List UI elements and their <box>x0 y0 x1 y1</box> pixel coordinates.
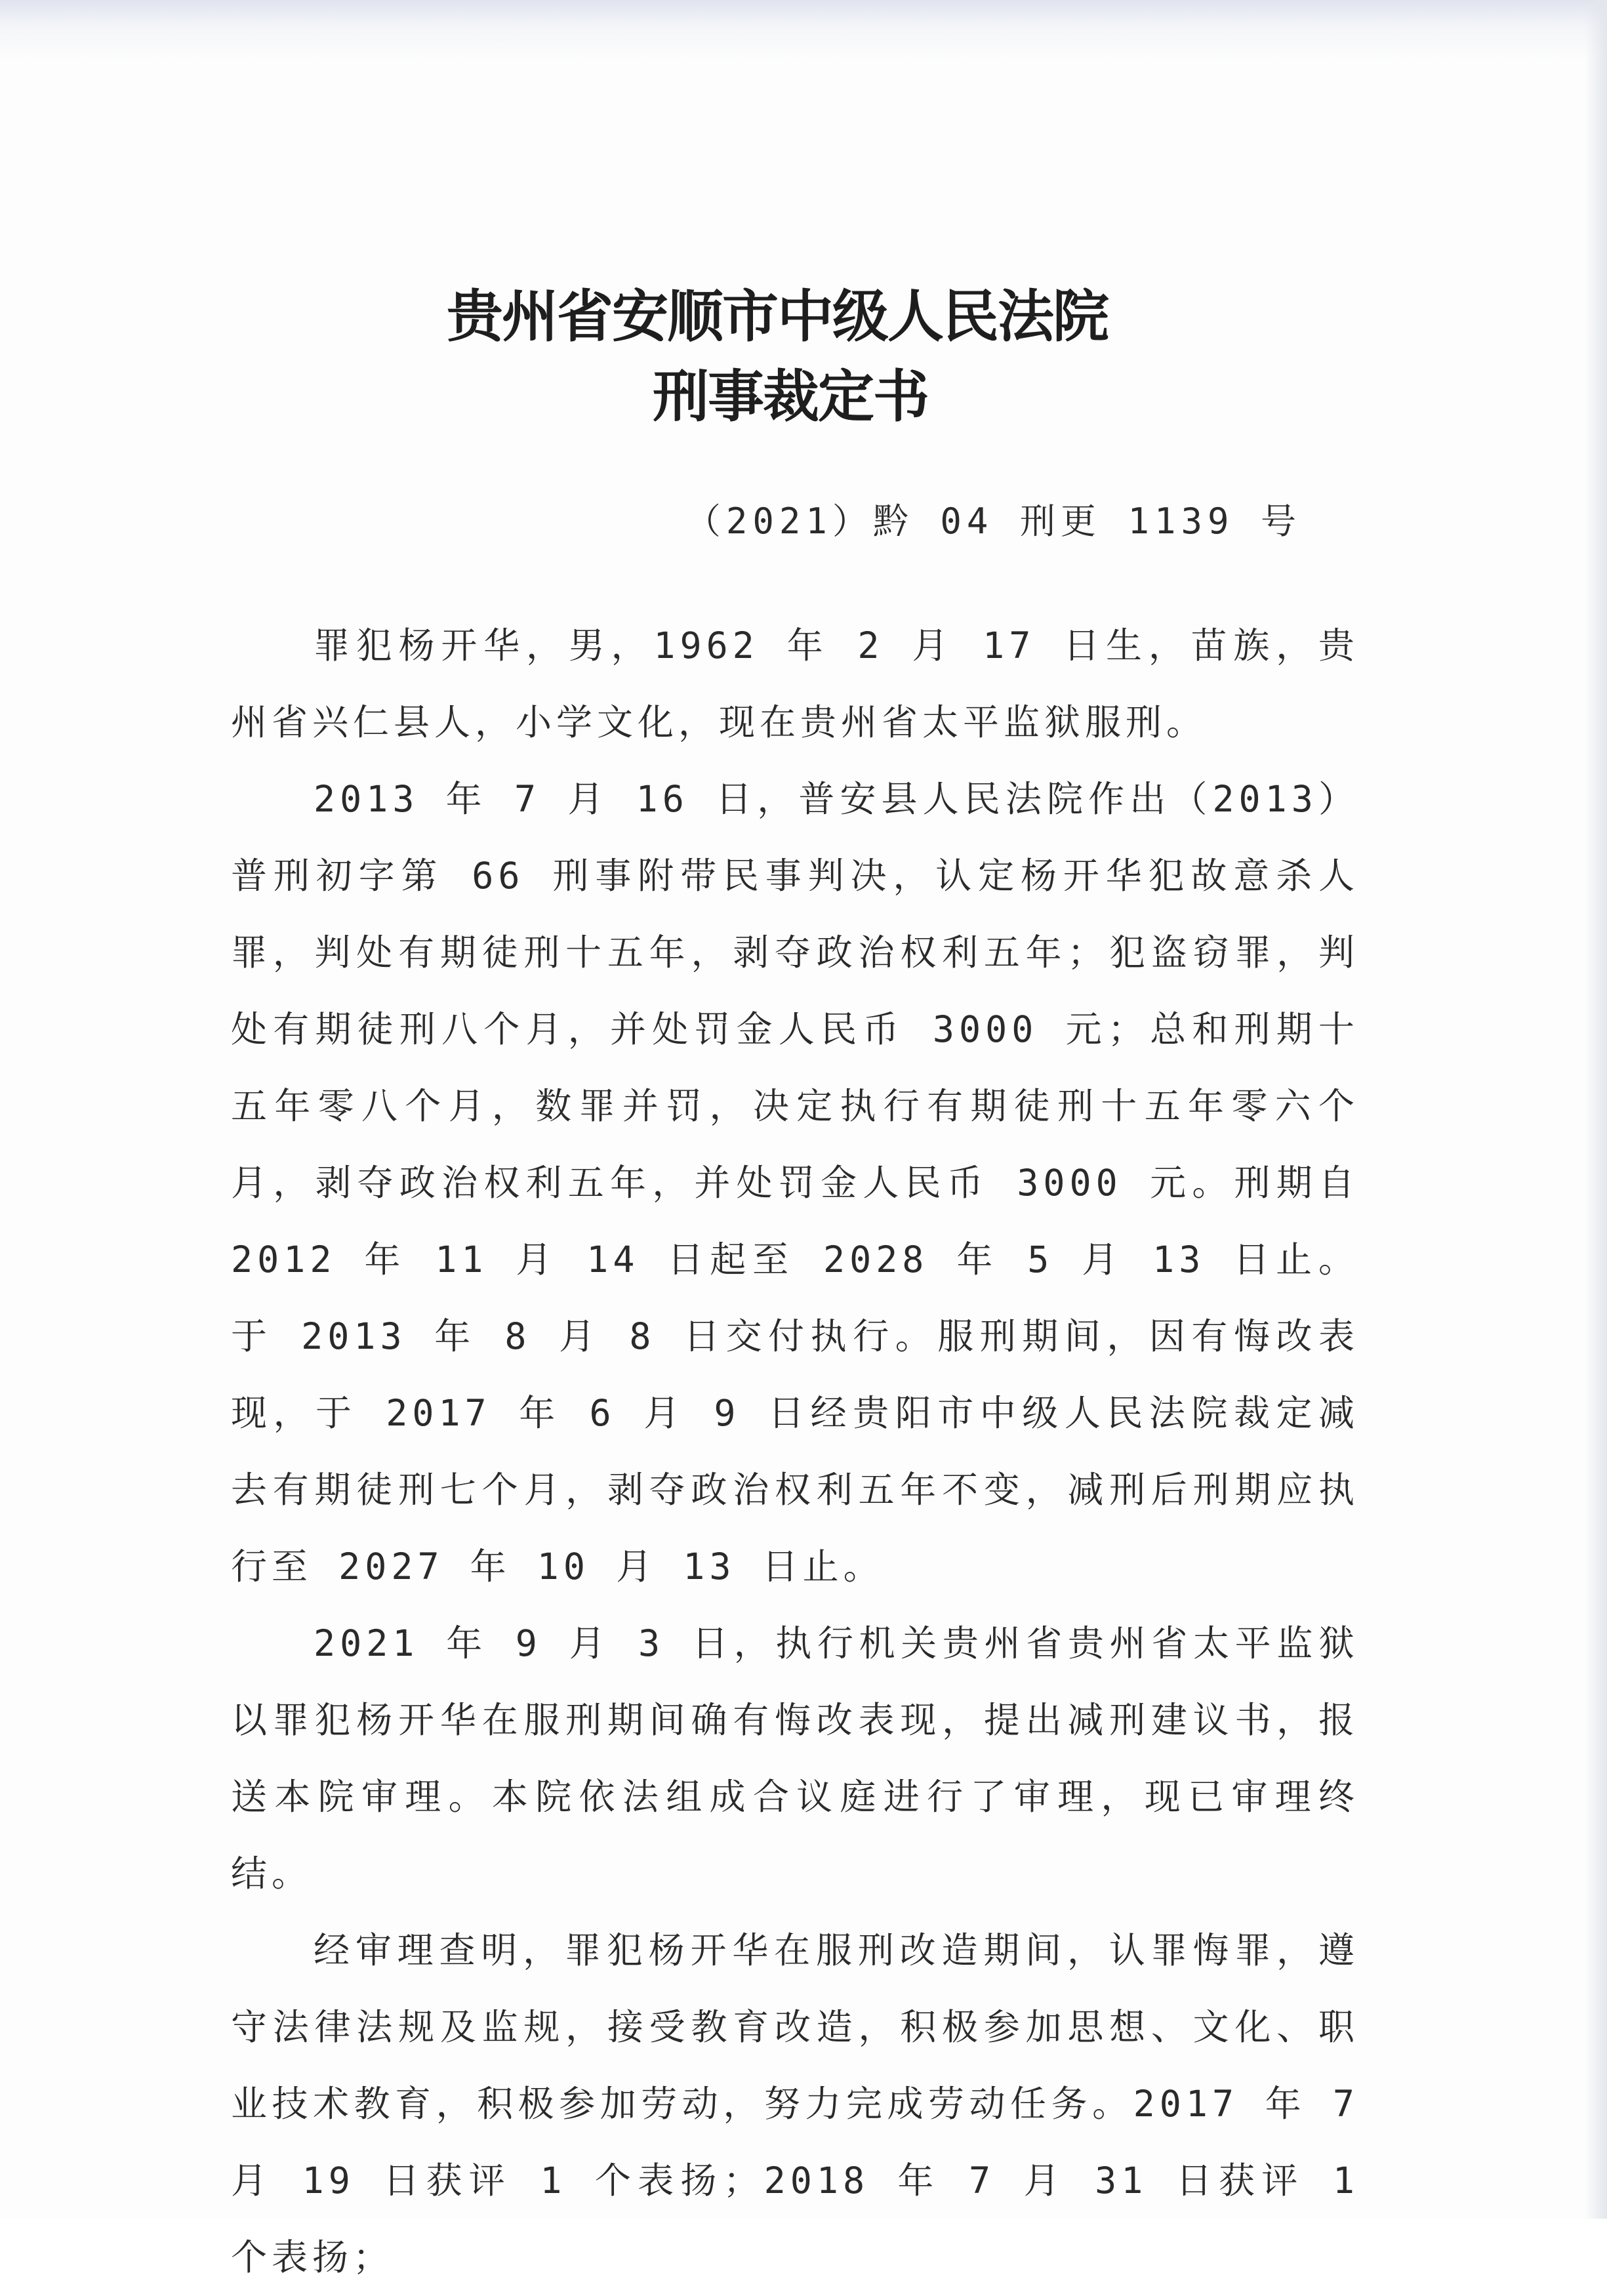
paragraph-original-judgment: 2013 年 7 月 16 日，普安县人民法院作出（2013）普刑初字第 66 刑事附带民事判决，认定杨开华犯故意杀人罪，判处有期徒刑十五年，剥夺政治权利五年；犯盗窃罪，判处有期徒刑八个月，并处罚金人民币 3000 元；总和刑期十五年零八个月，数罪并罚，决定执行有期徒刑十五年零六个月，剥夺政治权利五年，并处罚金人民币 3000 元。刑期自 2012 年 11 月 14 日起至 2028 年 5 月 13 日止。于 2013 年 8 月 8 日交付执行。服刑期间，因有悔改表现，于 2017 年 6 月 9 日经贵阳市中级人民法院裁定减去有期徒刑七个月，剥夺政治权利五年不变，减刑后刑期应执行至 2027 年 10 月 13 日止。 <box>231 778 1359 1588</box>
court-name-heading: 贵州省安顺市中级人民法院 <box>447 283 1108 350</box>
document-type-heading: 刑事裁定书 <box>653 363 928 430</box>
scan-edge-top <box>0 0 1607 59</box>
scan-edge-right <box>1585 0 1607 2219</box>
document-body <box>231 607 1359 2296</box>
paragraph-defendant-info: 罪犯杨开华，男，1962 年 2 月 17 日生，苗族，贵州省兴仁县人，小学文化，现在贵州省太平监狱服刑。 <box>231 625 1359 743</box>
paragraph-commutation-proposal: 2021 年 9 月 3 日，执行机关贵州省贵州省太平监狱以罪犯杨开华在服刑期间确有悔改表现，提出减刑建议书，报送本院审理。本院依法组成合议庭进行了审理，现已审理终结。 <box>231 1622 1359 1895</box>
paragraph-findings: 经审理查明，罪犯杨开华在服刑改造期间，认罪悔罪，遵守法律法规及监规，接受教育改造，积极参加思想、文化、职业技术教育，积极参加劳动，努力完成劳动任务。2017 年 7 月 19 日获评 1 个表扬；2018 年 7 月 31 日获评 1 个表扬； <box>231 1929 1359 2278</box>
case-number: （2021）黔 04 刑更 1139 号 <box>685 501 1301 542</box>
